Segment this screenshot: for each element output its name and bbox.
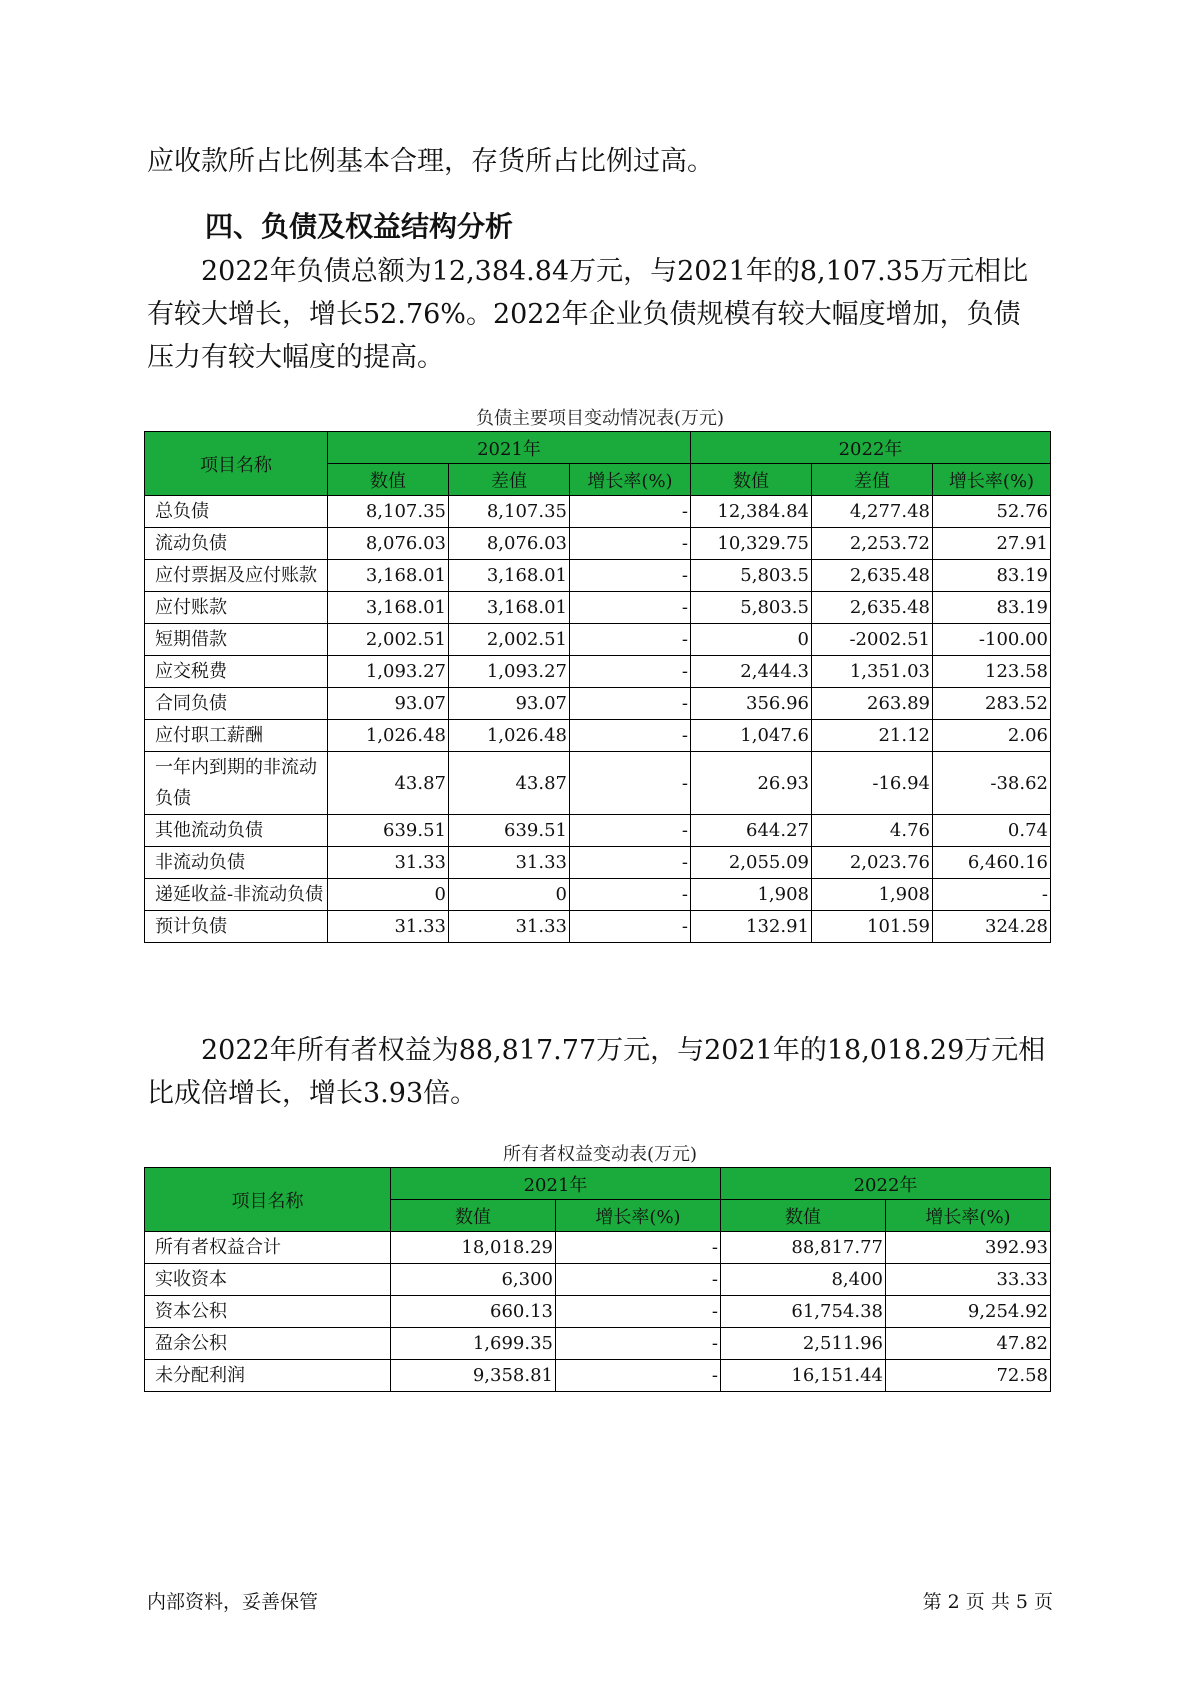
liability-table [144,431,1051,943]
table-cell: - [570,528,691,560]
row-label: 盈余公积 [145,1328,391,1360]
table-cell: - [570,688,691,720]
row-label: 短期借款 [145,624,328,656]
equity-paragraph: 2022年所有者权益为88,817.77万元，与2021年的18,018.29万元相比成倍增长，增长3.93倍。 [147,1035,1046,1109]
table-cell: 2,002.51 [328,624,449,656]
header-diff: 差值 [812,464,933,496]
table-cell: 1,699.35 [391,1328,556,1360]
table-row [145,879,1051,911]
table-row [145,815,1051,847]
table-row [145,911,1051,943]
table-cell: 6,300 [391,1264,556,1296]
table-cell: 12,384.84 [691,496,812,528]
intro-line: 应收款所占比例基本合理，存货所占比例过高。 [147,146,714,177]
table-cell: - [570,656,691,688]
row-label: 资本公积 [145,1296,391,1328]
table-cell: 0.74 [933,815,1051,847]
table-cell: 93.07 [328,688,449,720]
table-cell: 0 [691,624,812,656]
table-cell: 88,817.77 [721,1232,886,1264]
table-cell: 2,002.51 [449,624,570,656]
header-rate: 增长率(%) [886,1200,1051,1232]
header-value: 数值 [691,464,812,496]
table-cell: 283.52 [933,688,1051,720]
table-row [145,752,1051,815]
header-rate: 增长率(%) [556,1200,721,1232]
table-cell: 8,076.03 [328,528,449,560]
table-cell: 33.33 [886,1264,1051,1296]
table-cell: 324.28 [933,911,1051,943]
table-cell: 5,803.5 [691,560,812,592]
table-cell: 5,803.5 [691,592,812,624]
table-row [145,1232,1051,1264]
table-cell: -16.94 [812,752,933,815]
table-cell: - [556,1232,721,1264]
row-label: 所有者权益合计 [145,1232,391,1264]
table-row [145,720,1051,752]
row-label: 预计负债 [145,911,328,943]
header-value: 数值 [328,464,449,496]
table-cell: 123.58 [933,656,1051,688]
table-cell: 644.27 [691,815,812,847]
table-cell: 263.89 [812,688,933,720]
table-row [145,496,1051,528]
table-cell: 8,400 [721,1264,886,1296]
table-cell: 639.51 [449,815,570,847]
table-cell: 47.82 [886,1328,1051,1360]
equity-table [144,1167,1051,1392]
table-cell: - [556,1264,721,1296]
table-cell: 21.12 [812,720,933,752]
table-cell: 43.87 [328,752,449,815]
table-cell: - [570,847,691,879]
table-cell: 0 [328,879,449,911]
table-cell: - [570,911,691,943]
table-cell: - [556,1328,721,1360]
header-item-name: 项目名称 [145,432,328,496]
table-cell: 639.51 [328,815,449,847]
row-label: 应付票据及应付账款 [145,560,328,592]
row-label: 未分配利润 [145,1360,391,1392]
table-row [145,624,1051,656]
table-cell: 31.33 [449,847,570,879]
table-cell: 1,047.6 [691,720,812,752]
table-cell: 3,168.01 [449,592,570,624]
table1-caption: 负债主要项目变动情况表(万元) [475,408,725,429]
header-value: 数值 [391,1200,556,1232]
table-cell: 16,151.44 [721,1360,886,1392]
table-cell: 392.93 [886,1232,1051,1264]
header-rate: 增长率(%) [570,464,691,496]
table-row [145,847,1051,879]
table-row [145,656,1051,688]
table-cell: 1,026.48 [449,720,570,752]
table-cell: 31.33 [449,911,570,943]
table-cell: 3,168.01 [449,560,570,592]
row-label: 实收资本 [145,1264,391,1296]
table-cell: 2.06 [933,720,1051,752]
table-cell: -38.62 [933,752,1051,815]
table-cell: 2,635.48 [812,592,933,624]
table-row [145,1296,1051,1328]
header-year-2022: 2022年 [721,1168,1051,1200]
table-cell: 356.96 [691,688,812,720]
row-label: 递延收益-非流动负债 [145,879,328,911]
header-rate: 增长率(%) [933,464,1051,496]
row-label: 总负债 [145,496,328,528]
table-cell: 1,908 [691,879,812,911]
row-label: 一年内到期的非流动负债 [145,752,328,815]
table-cell: 27.91 [933,528,1051,560]
table-cell: 101.59 [812,911,933,943]
table-cell: 83.19 [933,560,1051,592]
table-cell: 2,023.76 [812,847,933,879]
table-cell: 1,093.27 [328,656,449,688]
row-label: 应付账款 [145,592,328,624]
table-cell: - [570,815,691,847]
table-cell: 4.76 [812,815,933,847]
table-cell: 660.13 [391,1296,556,1328]
table-cell: 26.93 [691,752,812,815]
table-cell: 8,107.35 [449,496,570,528]
table-cell: 2,253.72 [812,528,933,560]
table-cell: - [570,496,691,528]
table-cell: - [570,560,691,592]
table-cell: 0 [449,879,570,911]
table-cell: 4,277.48 [812,496,933,528]
header-value: 数值 [721,1200,886,1232]
table-cell: 1,908 [812,879,933,911]
table2-caption: 所有者权益变动表(万元) [502,1144,698,1165]
table-cell: 18,018.29 [391,1232,556,1264]
row-label: 流动负债 [145,528,328,560]
table-cell: 9,358.81 [391,1360,556,1392]
table-cell: 43.87 [449,752,570,815]
table-cell: 10,329.75 [691,528,812,560]
row-label: 合同负债 [145,688,328,720]
footer-confidential: 内部资料，妥善保管 [147,1591,319,1613]
row-label: 应交税费 [145,656,328,688]
table-cell: 52.76 [933,496,1051,528]
table-row [145,1360,1051,1392]
footer-page-number: 第 2 页 共 5 页 [922,1591,1053,1613]
table-cell: 2,511.96 [721,1328,886,1360]
table-row [145,560,1051,592]
table-cell: 2,444.3 [691,656,812,688]
table-cell: 31.33 [328,911,449,943]
table-cell: - [556,1360,721,1392]
row-label: 其他流动负债 [145,815,328,847]
table-row [145,592,1051,624]
table-cell: 1,351.03 [812,656,933,688]
table-cell: 1,093.27 [449,656,570,688]
header-year-2021: 2021年 [391,1168,721,1200]
liability-paragraph: 2022年负债总额为12,384.84万元，与2021年的8,107.35万元相比有较大增长，增长52.76%。2022年企业负债规模有较大幅度增加，负债压力有较大幅度的提高。 [147,256,1029,373]
table-cell: 3,168.01 [328,560,449,592]
table-cell: 132.91 [691,911,812,943]
table-row [145,528,1051,560]
table-cell: -100.00 [933,624,1051,656]
table-cell: 31.33 [328,847,449,879]
table-cell: 2,635.48 [812,560,933,592]
table-cell: - [933,879,1051,911]
table-cell: 9,254.92 [886,1296,1051,1328]
table-cell: 93.07 [449,688,570,720]
table-cell: -2002.51 [812,624,933,656]
table-cell: 3,168.01 [328,592,449,624]
row-label: 应付职工薪酬 [145,720,328,752]
table-cell: 61,754.38 [721,1296,886,1328]
table-cell: - [570,592,691,624]
table-cell: - [570,720,691,752]
row-label: 非流动负债 [145,847,328,879]
table-cell: 1,026.48 [328,720,449,752]
table-cell: - [570,879,691,911]
table-cell: 8,076.03 [449,528,570,560]
table-cell: 6,460.16 [933,847,1051,879]
header-year-2021: 2021年 [328,432,691,464]
section-heading: 四、负债及权益结构分析 [205,210,514,243]
table-cell: - [556,1296,721,1328]
table-cell: 2,055.09 [691,847,812,879]
header-diff: 差值 [449,464,570,496]
table-cell: - [570,752,691,815]
table-row [145,1328,1051,1360]
table-cell: 8,107.35 [328,496,449,528]
table-row [145,1264,1051,1296]
table-cell: 72.58 [886,1360,1051,1392]
table-row [145,688,1051,720]
table-cell: - [570,624,691,656]
header-year-2022: 2022年 [691,432,1051,464]
table-cell: 83.19 [933,592,1051,624]
header-item-name: 项目名称 [145,1168,391,1232]
